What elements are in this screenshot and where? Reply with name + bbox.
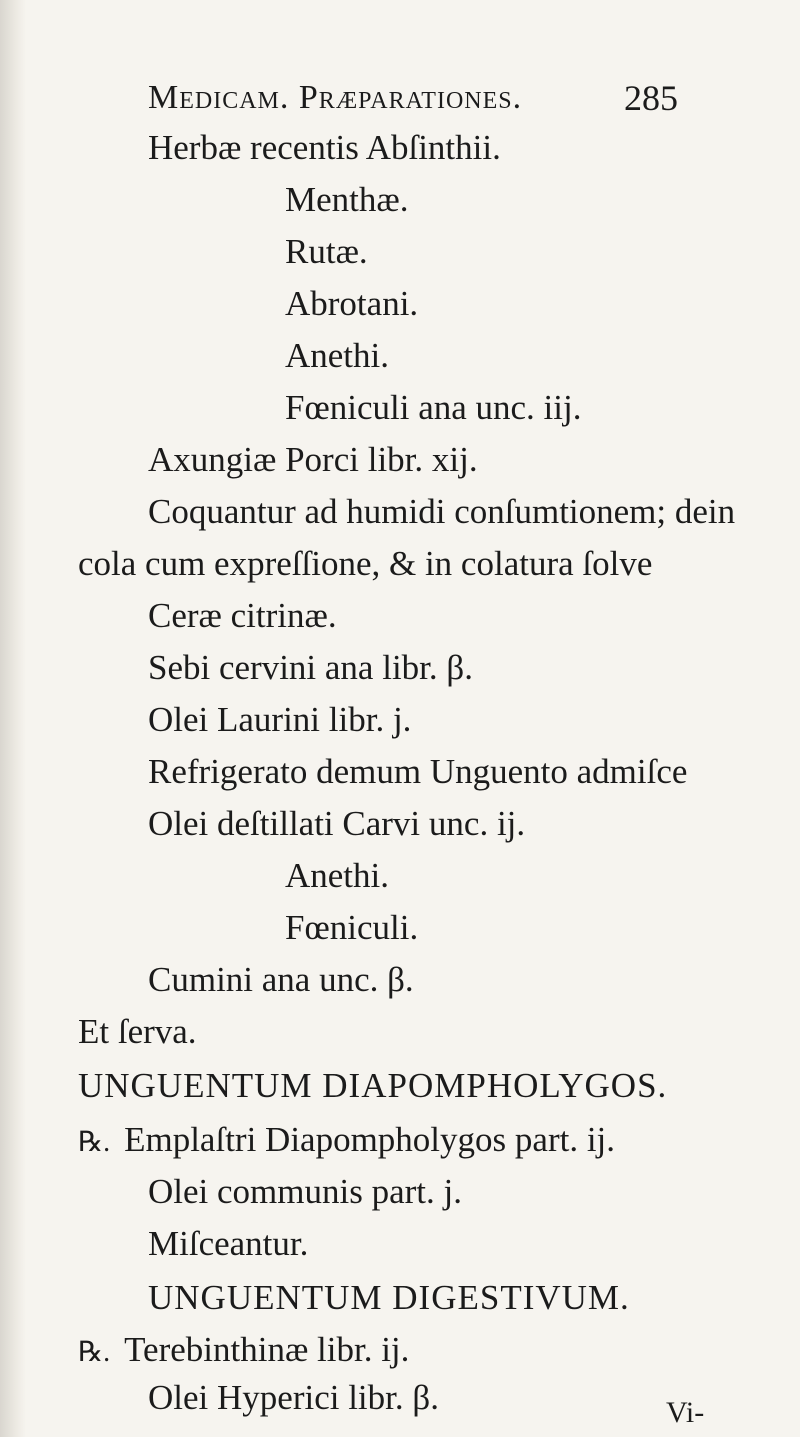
text-line: Anethi.: [285, 336, 390, 375]
text-line: Olei deſtillati Carvi unc. ij.: [148, 804, 526, 843]
page-number: 285: [624, 78, 678, 118]
text-line: Olei Hyperici libr. β.: [148, 1378, 439, 1417]
recipe-symbol: ℞.: [78, 1337, 111, 1368]
text-line: cola cum expreſſione, & in colatura ſolve: [78, 544, 653, 583]
recipe-line: [78, 1120, 615, 1163]
section-heading: UNGUENTUM DIGESTIVUM.: [148, 1278, 630, 1317]
text-line: Refrigerato demum Unguento admiſce: [148, 752, 688, 791]
text-line: Sebi cervini ana libr. β.: [148, 648, 473, 687]
text-line: Abrotani.: [285, 284, 419, 323]
catchword: Vi-: [666, 1396, 705, 1429]
recipe-line: [78, 1330, 409, 1373]
text-line: Fœniculi.: [285, 908, 419, 947]
running-title: Medicam. Præparationes.: [148, 79, 523, 116]
page-gutter-shadow: [0, 0, 26, 1437]
text-line: Fœniculi ana unc. iij.: [285, 388, 582, 427]
text-line: Coquantur ad humidi conſumtionem; dein: [148, 492, 736, 531]
text-line: Menthæ.: [285, 180, 409, 219]
recipe-symbol: ℞.: [78, 1127, 111, 1158]
section-heading: UNGUENTUM DIAPOMPHOLYGOS.: [78, 1066, 668, 1105]
text-line: Anethi.: [285, 856, 390, 895]
text-line: Terebinthinæ libr. ij.: [124, 1330, 410, 1369]
text-line: Herbæ recentis Abſinthii.: [148, 128, 501, 167]
text-line: Emplaſtri Diapompholygos part. ij.: [124, 1120, 616, 1159]
text-line: Et ſerva.: [78, 1012, 197, 1051]
text-line: Olei communis part. j.: [148, 1172, 462, 1211]
text-line: Olei Laurini libr. j.: [148, 700, 412, 739]
text-line: Miſceantur.: [148, 1224, 309, 1263]
text-line: Rutæ.: [285, 232, 368, 271]
text-line: Axungiæ Porci libr. xij.: [148, 440, 478, 479]
text-line: Cumini ana unc. β.: [148, 960, 414, 999]
text-line: Ceræ citrinæ.: [148, 596, 337, 635]
